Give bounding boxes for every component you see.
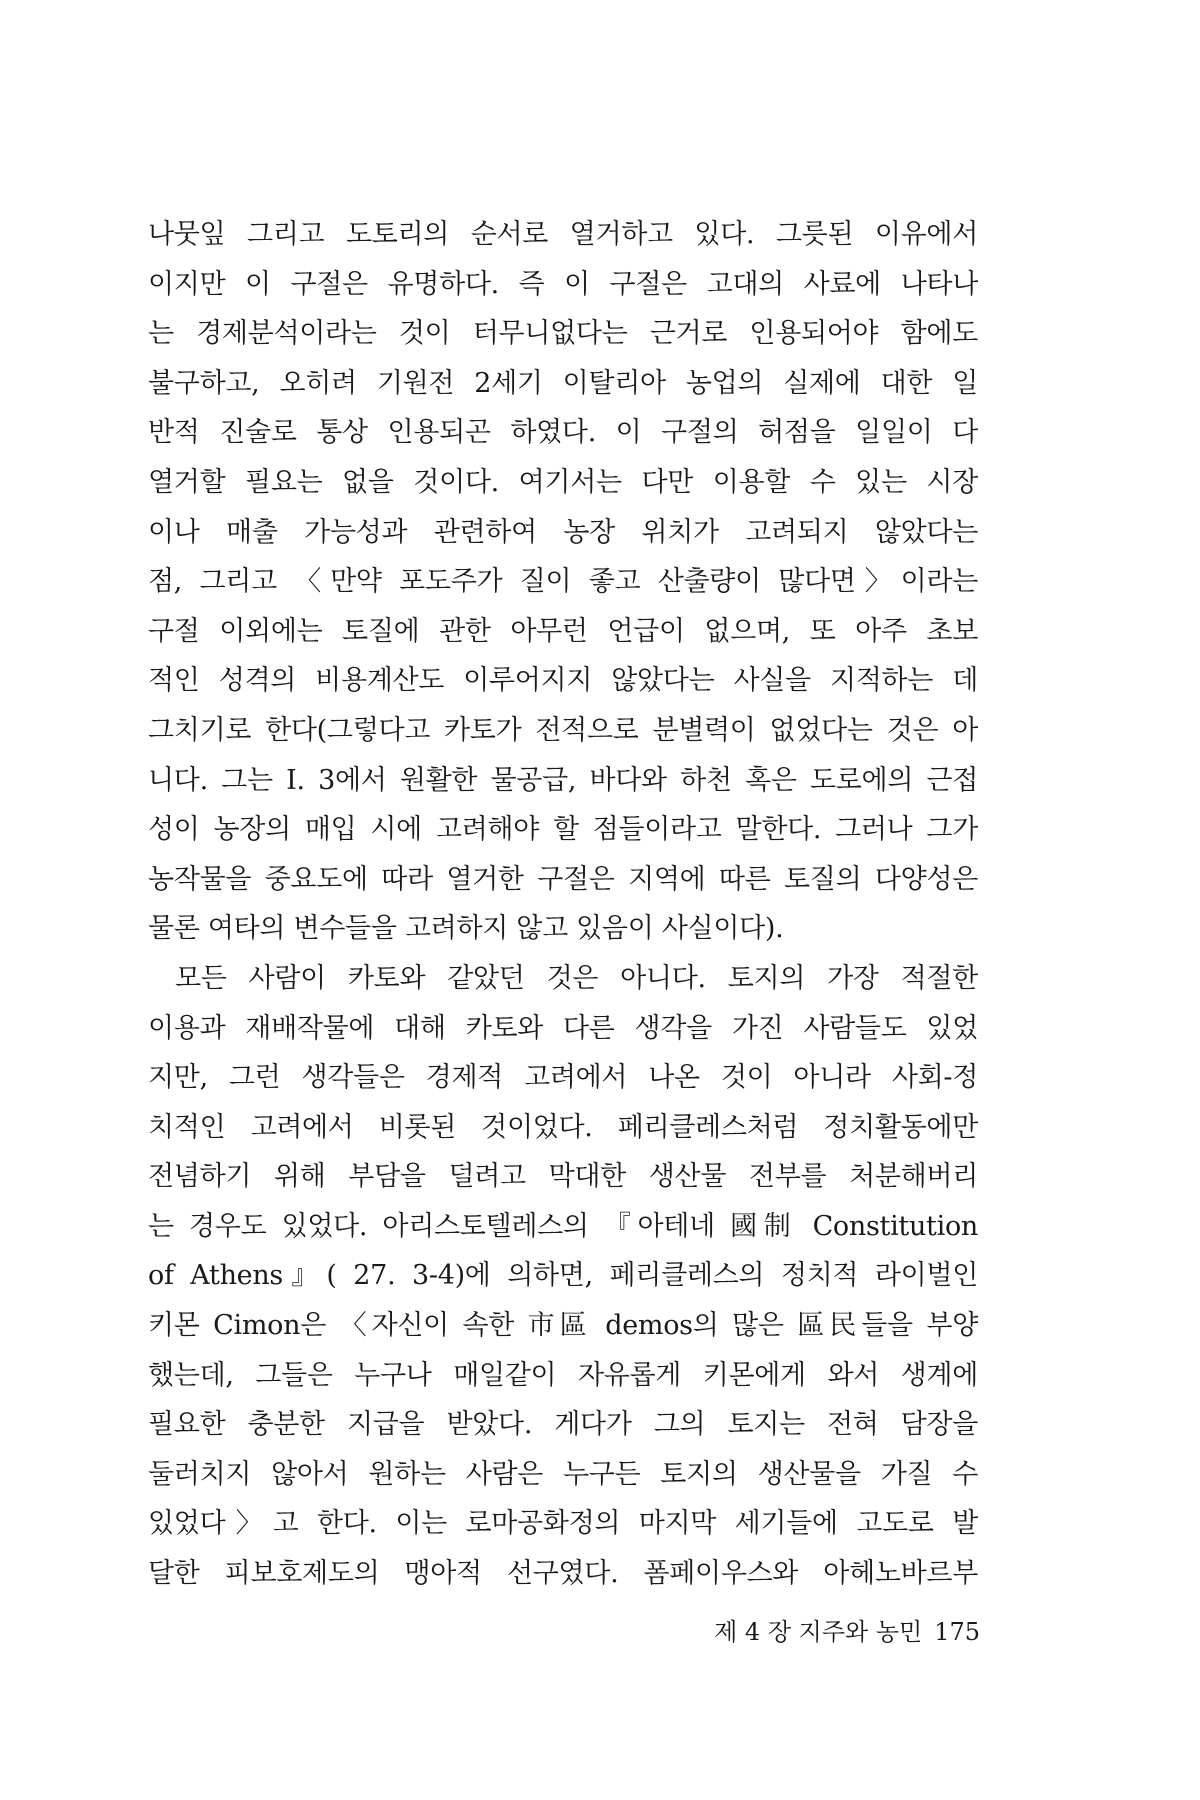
text-line: 니다. 그는 I. 3에서 원활한 물공급, 바다와 하천 혹은 도로에의 근접 (148, 764, 978, 796)
text-line: 이용과 재배작물에 대해 카토와 다른 생각을 가진 사람들도 있었 (148, 1012, 978, 1044)
text-line: 치적인 고려에서 비롯된 것이었다. 페리클레스처럼 정치활동에만 (148, 1111, 978, 1143)
text-line: 둘러치지 않아서 원하는 사람은 누구든 토지의 생산물을 가질 수 (148, 1458, 978, 1490)
text-line: 는 경우도 있었다. 아리스토텔레스의 『아테네 國制 Constitution (148, 1210, 978, 1242)
text-line: 필요한 충분한 지급을 받았다. 게다가 그의 토지는 전혀 담장을 (148, 1409, 978, 1441)
text-line: 달한 피보호제도의 맹아적 선구였다. 폼페이우스와 아헤노바르부 (148, 1558, 978, 1590)
text-line: 열거할 필요는 없을 것이다. 여기서는 다만 이용할 수 있는 시장 (148, 466, 978, 498)
text-line: 는 경제분석이라는 것이 터무니없다는 근거로 인용되어야 함에도 (148, 318, 978, 350)
text-line: 적인 성격의 비용계산도 이루어지지 않았다는 사실을 지적하는 데 (148, 665, 978, 697)
text-line: 나뭇잎 그리고 도토리의 순서로 열거하고 있다. 그릇된 이유에서 (148, 219, 978, 250)
text-line: 물론 여타의 변수들을 고려하지 않고 있음이 사실이다). (148, 913, 784, 945)
page-footer (660, 1612, 980, 1647)
text-line: of Athens』( 27. 3-4)에 의하면, 페리클레스의 정치적 라이벌인 (148, 1260, 978, 1292)
text-line: 불구하고, 오히려 기원전 2세기 이탈리아 농업의 실제에 대한 일 (148, 367, 978, 399)
text-line: 이나 매출 가능성과 관련하여 농장 위치가 고려되지 않았다는 (148, 516, 978, 548)
text-line: 이지만 이 구절은 유명하다. 즉 이 구절은 고대의 사료에 나타나 (148, 268, 978, 300)
text-line: 지만, 그런 생각들은 경제적 고려에서 나온 것이 아니라 사회-정 (148, 1062, 978, 1094)
text-line: 점, 그리고 〈만약 포도주가 질이 좋고 산출량이 많다면〉이라는 (148, 566, 978, 598)
text-line: 그치기로 한다(그렇다고 카토가 전적으로 분별력이 없었다는 것은 아 (148, 714, 978, 746)
text-line: 했는데, 그들은 누구나 매일같이 자유롭게 키몬에게 와서 생계에 (148, 1359, 978, 1391)
text-line: 구절 이외에는 토질에 관한 아무런 언급이 없으며, 또 아주 초보 (148, 615, 978, 647)
page-number: 175 (934, 1618, 980, 1646)
text-line: 모든 사람이 카토와 같았던 것은 아니다. 토지의 가장 적절한 (175, 962, 978, 994)
chapter-title: 제 4 장 지주와 농민 (714, 1618, 923, 1646)
text-line: 있었다〉고 한다. 이는 로마공화정의 마지막 세기들에 고도로 발 (148, 1508, 978, 1540)
text-line: 반적 진술로 통상 인용되곤 하였다. 이 구절의 허점을 일일이 다 (148, 417, 978, 449)
text-line: 키몬 Cimon은 〈자신이 속한 市區 demos의 많은 區民들을 부양 (148, 1310, 978, 1342)
text-line: 전념하기 위해 부담을 덜려고 막대한 생산물 전부를 처분해버리 (148, 1161, 978, 1193)
body-text (148, 210, 978, 1599)
text-line: 성이 농장의 매입 시에 고려해야 할 점들이라고 말한다. 그러나 그가 (148, 814, 978, 846)
text-line: 농작물을 중요도에 따라 열거한 구절은 지역에 따른 토질의 다양성은 (148, 863, 978, 895)
